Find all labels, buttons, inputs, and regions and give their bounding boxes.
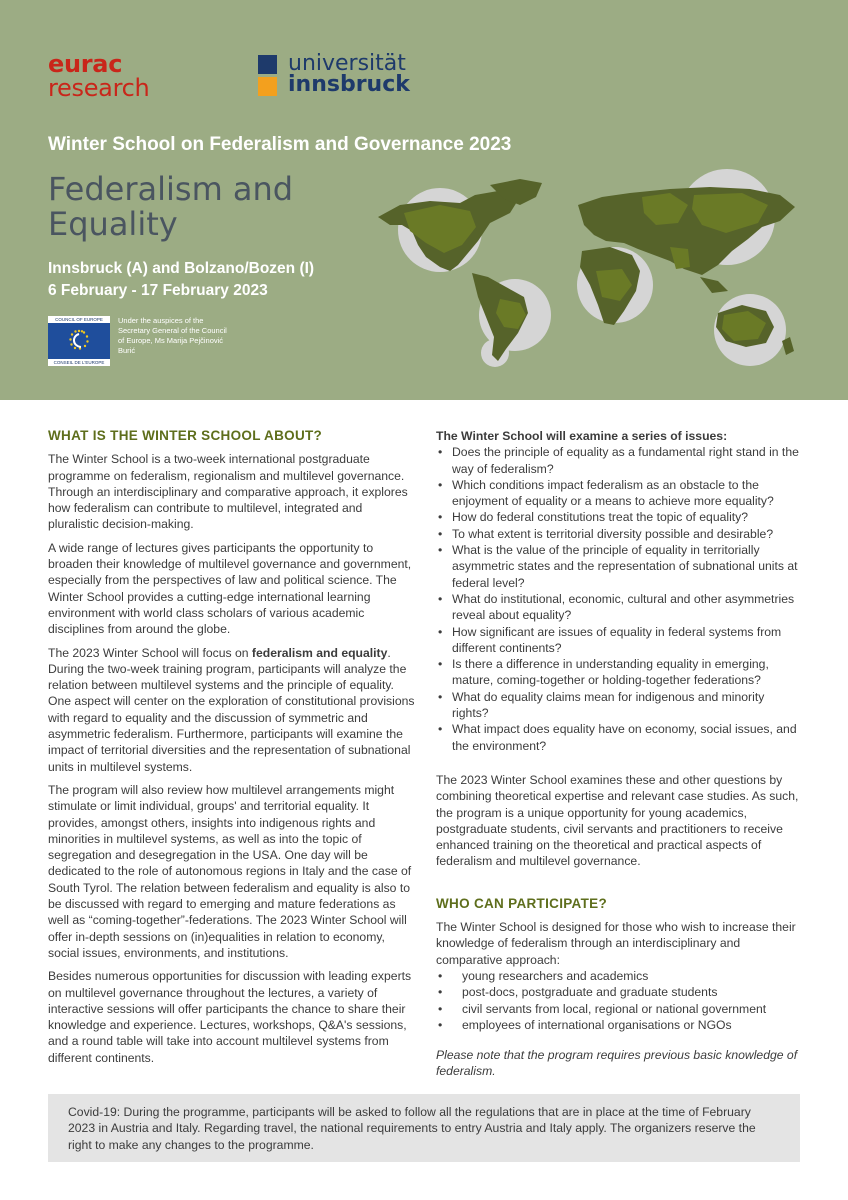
participant-item: • young researchers and academics — [436, 968, 802, 984]
eurac-logo-line2: research — [48, 74, 150, 102]
covid-notice: Covid-19: During the programme, participants will be asked to follow all the regulations that are in place at the time of February 2023 in Austria and Italy. Regarding travel, the national requirements to entry Austria and Italy apply. The organizers reserve the right to make any changes to the programme. — [48, 1094, 800, 1162]
participate-intro: The Winter School is designed for those who wish to increase their knowledge of federalism through an interdisciplinary and comparative approach: — [436, 920, 796, 967]
coe-label-bottom: CONSEIL DE L'EUROPE — [48, 359, 110, 366]
participant-list — [436, 968, 802, 1033]
about-paragraph-5: Besides numerous opportunities for discussion with leading experts on multilevel governance throughout the lectures, a variety of interactive sessions will offer participants the chance to share their knowledge and experience. Lectures, workshops, Q&A's sessions, and a round table will take into account multilevel systems from different continents. — [48, 969, 412, 1065]
issue-item: • Is there a difference in understanding equality in emerging, mature, coming-together or holding-together federations? — [436, 656, 802, 689]
right-column — [436, 428, 802, 1087]
issue-item: • How do federal constitutions treat the topic of equality? — [436, 509, 802, 525]
issue-item: • What impact does equality have on economy, social issues, and the environment? — [436, 721, 802, 754]
uibk-logo-line1: universität — [288, 51, 406, 76]
school-title — [48, 134, 511, 156]
event-location: Innsbruck (A) and Bolzano/Bozen (I) — [48, 260, 315, 277]
left-column — [48, 428, 416, 1073]
event-dates: 6 February - 17 February 2023 — [48, 282, 268, 299]
about-paragraph-1: The Winter School is a two-week international postgraduate programme on federalism, regionalism and multilevel governance. Through an interdisciplinary and comparative approach, it explores how federalism can contribute to multilevel, integrated and pluralistic decision-making. — [48, 452, 408, 532]
issue-item: • Which conditions impact federalism as an obstacle to the enjoyment of equality or a means to achieve more equality? — [436, 477, 802, 510]
eurac-research-logo — [48, 52, 149, 100]
event-location-dates — [48, 258, 314, 302]
about-paragraph-3 — [48, 645, 416, 775]
about-heading: WHAT IS THE WINTER SCHOOL ABOUT? — [48, 428, 323, 443]
school-title-text: Winter School on Federalism and Governance — [48, 134, 470, 155]
about-paragraph-2: A wide range of lectures gives participants the opportunity to broaden their knowledge of multilevel governance and government, especially from the perspectives of law and political science. The Winter School provides a cutting-edge international learning environment with world class scholars of various academic disciplines from around the globe. — [48, 540, 412, 637]
coe-flag-icon — [48, 323, 110, 359]
participant-item: • employees of international organisations or NGOs — [436, 1017, 802, 1033]
issue-item: • To what extent is territorial diversity possible and desirable? — [436, 526, 802, 542]
prerequisite-note: Please note that the program requires previous basic knowledge of federalism. — [436, 1048, 798, 1079]
about-p3-pre: The 2023 Winter School will focus on — [48, 645, 252, 660]
issue-item: • Does the principle of equality as a fundamental right stand in the way of federalism? — [436, 444, 802, 477]
world-map-illustration — [370, 165, 810, 380]
coe-label-top: COUNCIL OF EUROPE — [48, 316, 110, 323]
participate-heading: WHO CAN PARTICIPATE? — [436, 895, 607, 911]
issues-list — [436, 444, 802, 754]
uibk-logo-line2: innsbruck — [288, 72, 410, 97]
participant-item: • civil servants from local, regional or national government — [436, 1001, 802, 1017]
header-banner — [0, 0, 848, 400]
about-p3-bold: federalism and equality — [251, 645, 388, 660]
issues-closing-paragraph: The 2023 Winter School examines these and other questions by combining theoretical expertise and relevant case studies. As such, the program is a unique opportunity for young academics, postgraduate students, civil servants and practitioners to receive enhanced training on the theoretical and practical aspects of federalism and multilevel governance. — [436, 772, 799, 869]
issue-item: • What is the value of the principle of equality in territorially asymmetric states and the representation of subnational units at federal level? — [436, 542, 802, 591]
eurac-logo-line1: eurac — [48, 50, 123, 78]
participant-item: • post-docs, postgraduate and graduate students — [436, 984, 802, 1000]
council-of-europe-logo — [48, 316, 110, 366]
issues-title: The Winter School will examine a series of issues: — [436, 429, 728, 443]
issue-item: • What do equality claims mean for indigenous and minority rights? — [436, 689, 802, 722]
uibk-blue-square — [258, 55, 277, 74]
auspices-text: Under the auspices of the Secretary General of the Council of Europe, Ms Marija Pejčinović Burić — [118, 316, 227, 355]
about-paragraph-4: The program will also review how multilevel arrangements might stimulate or limit individual, groups' and territorial equality. It provides, amongst others, insights into indigenous rights and minorities in multilevel systems, as well as into the topic of segregation and desegregation in the USA. One day will be dedicated to the role of autonomous regions in Italy and the case of South Tyrol. The relation between federalism and equality is also to be discussed with regard to emerging and mature federations as well as “coming-together”-federations. The 2023 Winter School will offer in-depth sessions on (in)equalities in relation to economy, social issues, environments, and institutions. — [48, 782, 412, 960]
main-title: Federalism and Equality — [48, 170, 294, 243]
school-title-year: 2023 — [469, 134, 512, 155]
uibk-orange-square — [258, 77, 277, 96]
about-p3-post: . During the two-week training program, participants will analyze the relation between multilevel systems and the principle of equality. One aspect will center on the exploration of constitutional provisions with regard to equality and the discussion of symmetric and asymmetric federalism. Furthermore, participants will examine the impact of territorial diversities and the representation of subnational units in multilevel systems. — [48, 645, 415, 774]
issue-item: • What do institutional, economic, cultural and other asymmetries reveal about equality? — [436, 591, 802, 624]
issue-item: • How significant are issues of equality in federal systems from different continents? — [436, 624, 802, 657]
